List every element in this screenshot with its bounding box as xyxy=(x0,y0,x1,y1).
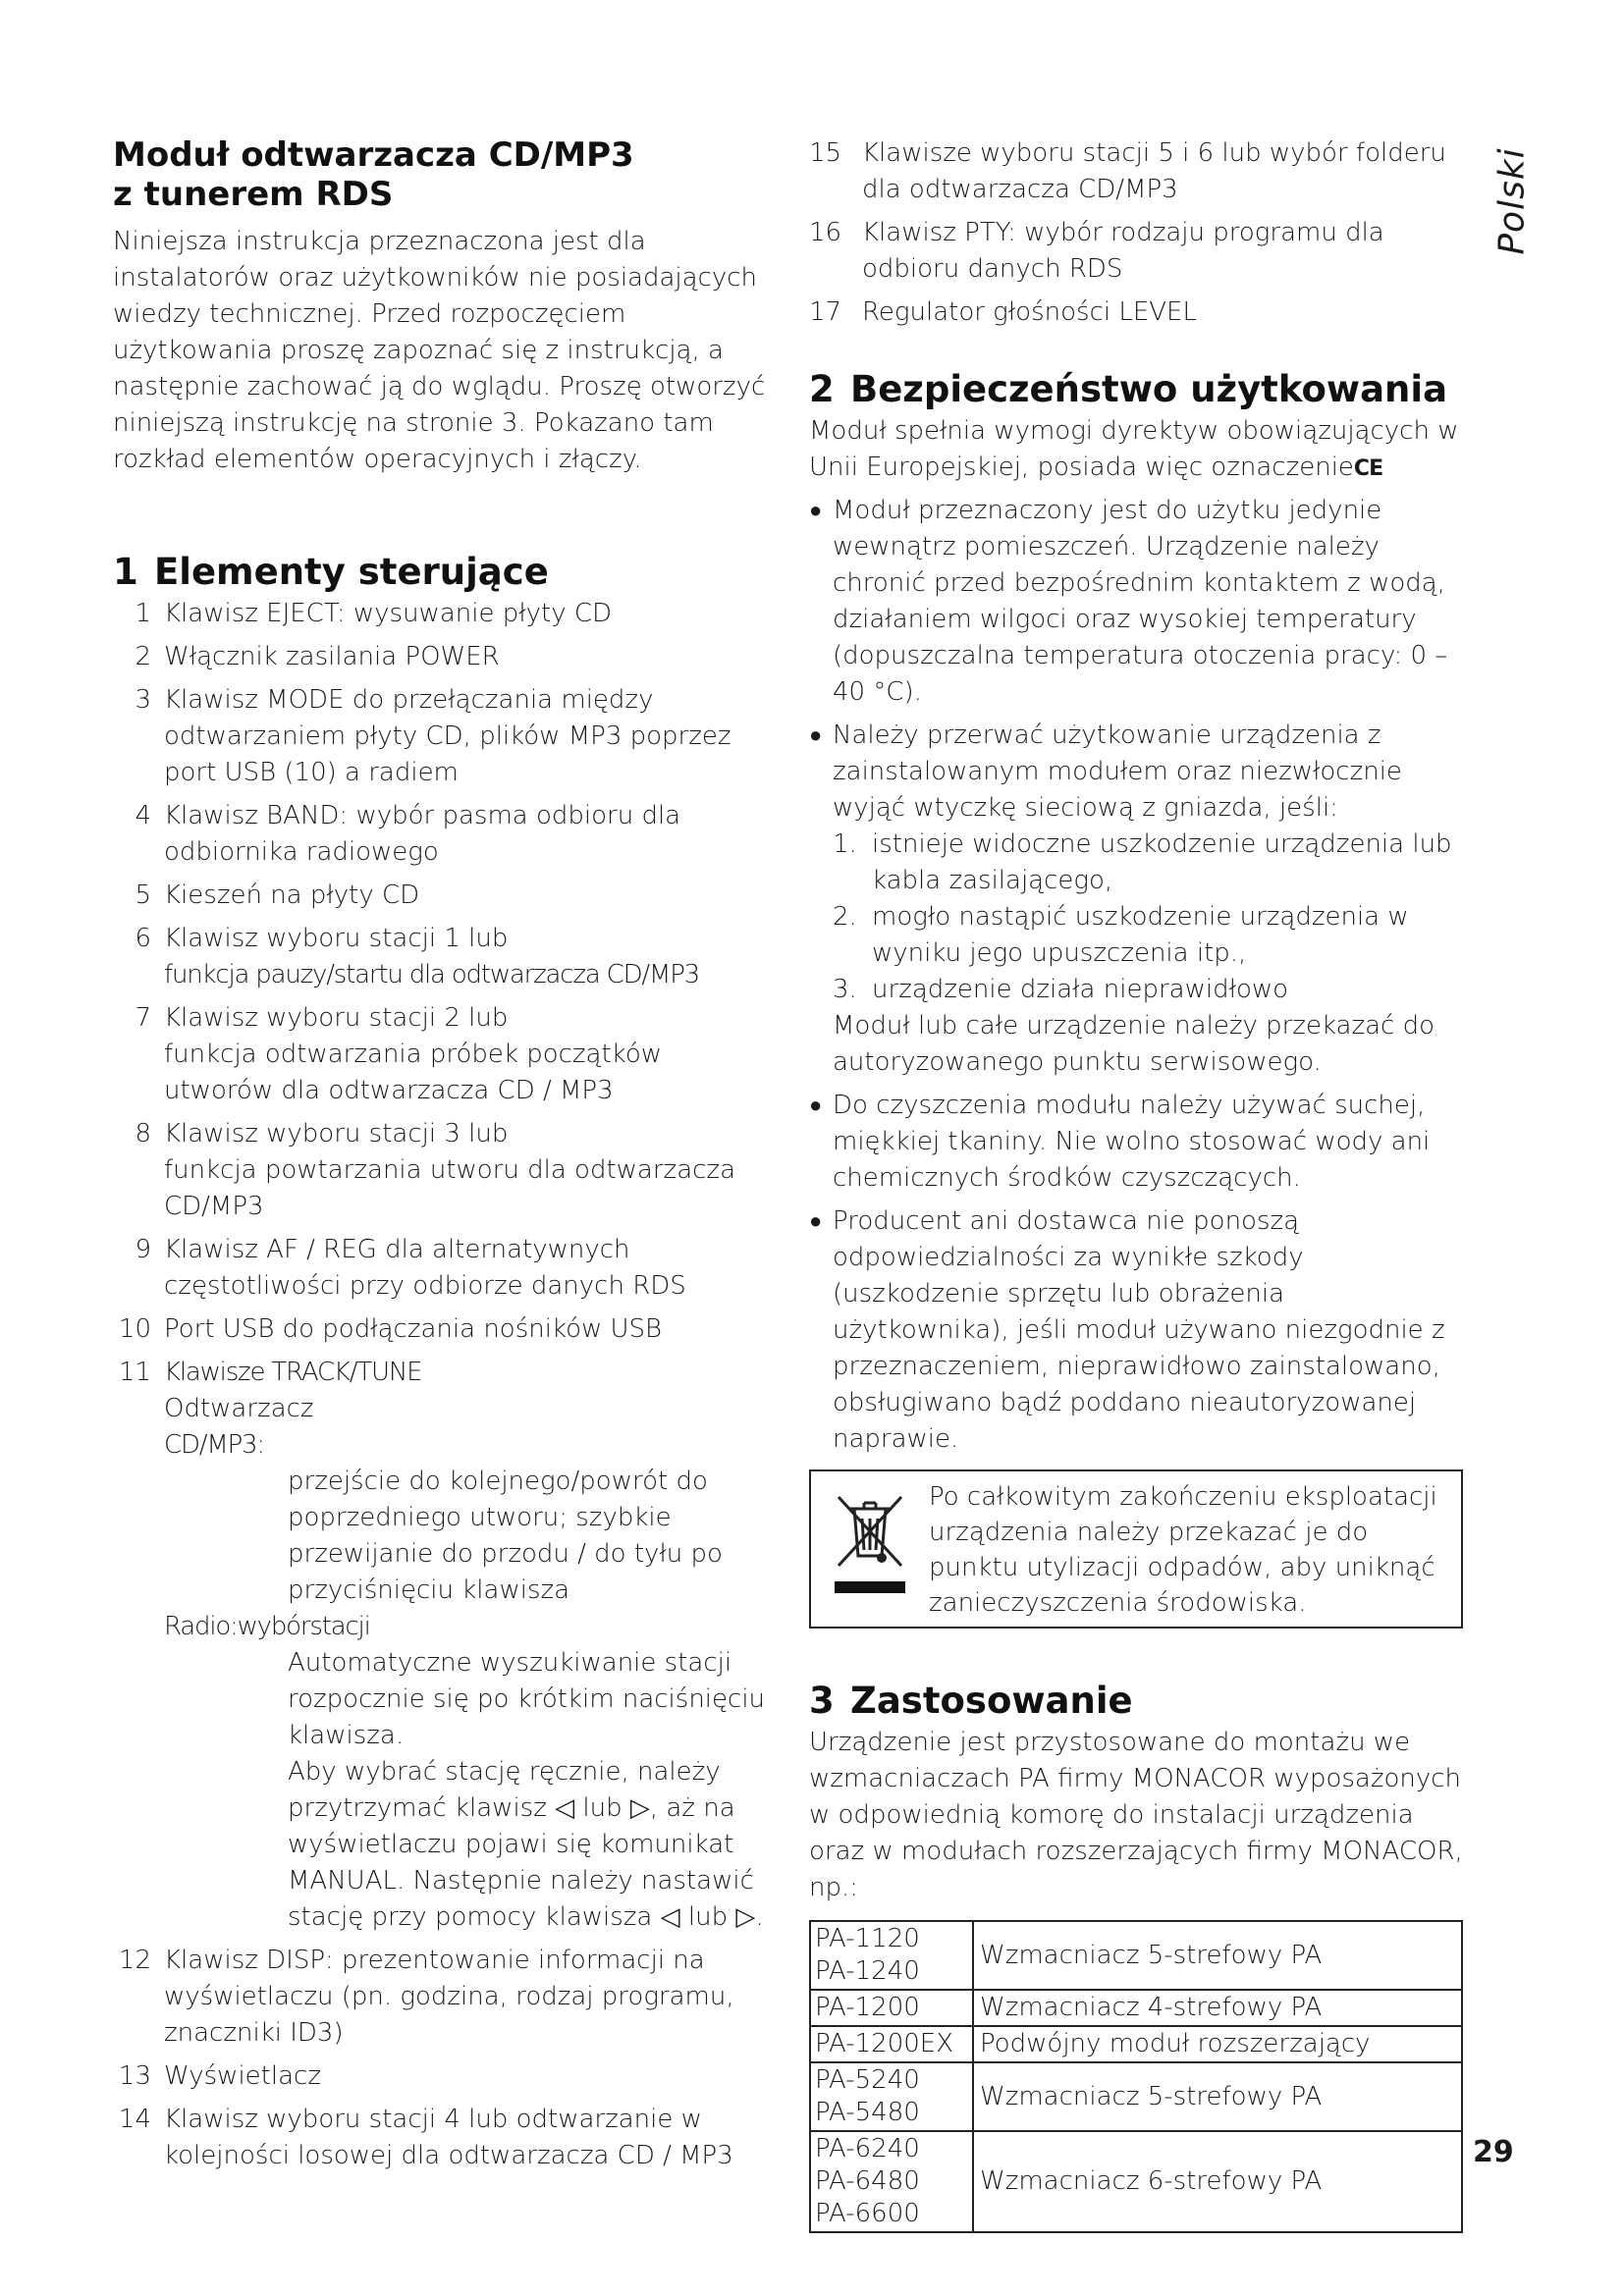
model-code: PA-5480 xyxy=(815,2098,920,2127)
section-heading-controls xyxy=(113,551,773,594)
safety-intro-text: Moduł spełnia wymogi dyrektyw obowiązujących w Unii Europejskiej, posiada więc oznaczenie xyxy=(809,416,1459,482)
item-number: 13 xyxy=(118,2061,151,2091)
table-row xyxy=(810,1921,1462,1990)
left-column xyxy=(113,135,773,2181)
item-number: 1 xyxy=(135,599,151,628)
language-tab xyxy=(1483,137,1542,265)
radio-manual-description: Aby wybrać stację ręcznie, należy przytrzymać klawisz ◁ lub ▷, aż na wyświetlaczu pojawi się komunikat MANUAL. Następnie należy nastawić stację przy pomocy klawisza ◁ lub ▷. xyxy=(288,1757,764,1932)
model-code: PA-6600 xyxy=(815,2199,920,2228)
list-item xyxy=(809,294,1463,331)
item-text: Klawisz wyboru stacji 2 lub xyxy=(164,1003,509,1033)
disposal-notice xyxy=(809,1469,1463,1629)
item-text: Regulator głośności LEVEL xyxy=(862,297,1197,327)
language-tab-label: Polski xyxy=(1491,147,1533,255)
item-number: 7 xyxy=(135,1003,151,1033)
item-text: Klawisz MODE do przełączania między odtwarzaniem płyty CD, plików MP3 poprzez port USB (10) a radiem xyxy=(164,685,731,787)
bullet-text: Moduł przeznaczony jest do użytku jedynie wewnątrz pomieszczeń. Urządzenie należy chronić przed bezpośrednim kontaktem z wodą, działaniem wilgoci oraz wysokiej temperatury (dopuszczalna temperatura otoczenia pracy: 0 – 40 °C). xyxy=(833,496,1448,707)
section-number: 2 xyxy=(809,368,835,410)
model-code: PA-1200 xyxy=(815,1993,920,2022)
list-item xyxy=(113,1000,773,1109)
list-item xyxy=(113,1943,773,2052)
table-row xyxy=(810,2026,1462,2062)
item-number: 6 xyxy=(135,924,151,953)
cd-mode-description: przejście do kolejnego/powrót do poprzedniego utworu; szybkie przewijanie do przodu / do tyłu po przyciśnięciu klawisza xyxy=(288,1467,723,1605)
item-text: Klawisz wyboru stacji 1 lub xyxy=(164,924,509,953)
list-item xyxy=(809,1088,1463,1197)
list-item xyxy=(113,1116,773,1225)
item-number: 12 xyxy=(118,1946,151,1975)
item-text: Klawisz PTY: wybór rodzaju programu dla odbioru danych RDS xyxy=(862,218,1384,284)
wheelie-bin-svg xyxy=(821,1479,919,1607)
item-number: 4 xyxy=(135,801,151,830)
item-text: Włącznik zasilania POWER xyxy=(164,642,500,671)
list-item xyxy=(113,1311,773,1348)
bullet-text: Należy przerwać użytkowanie urządzenia z zainstalowanym modułem oraz niezwłocznie wyjąć wtyczkę sieciową z gniazda, jeśli: xyxy=(833,721,1402,823)
list-item xyxy=(113,1355,773,1936)
list-item xyxy=(809,135,1463,208)
bullet-icon: ● xyxy=(809,723,823,748)
item-number: 11 xyxy=(118,1358,151,1387)
list-item xyxy=(809,493,1463,711)
bullet-icon: ● xyxy=(809,499,823,523)
right-column xyxy=(809,135,1463,2233)
item-subtext: funkcja powtarzania utworu dla odtwarzacza CD/MP3 xyxy=(164,1155,736,1221)
list-item xyxy=(113,682,773,791)
bullet-followup-text: Moduł lub całe urządzenie należy przekazać do autoryzowanego punktu serwisowego. xyxy=(833,1011,1435,1077)
document-title xyxy=(113,135,773,214)
compatible-models-table xyxy=(809,1920,1463,2233)
item-number: 15 xyxy=(809,138,842,168)
item-text: Klawisz wyboru stacji 4 lub odtwarzanie w kolejności losowej dla odtwarzacza CD / MP3 xyxy=(164,2105,733,2170)
intro-paragraph: Niniejsza instrukcja przeznaczona jest dla instalatorów oraz użytkowników nie posiadających wiedzy technicznej. Przed rozpoczęciem użytkowania proszę zapoznać się z instrukcją, a następnie zachować ją do wglądu. Proszę otworzyć niniejszą instrukcję na stronie 3. Pokazano tam rozkład elementów operacyjnych i złączy. xyxy=(113,227,766,474)
radio-mode-label: Radio:wybórstacji xyxy=(164,1612,370,1641)
model-cell xyxy=(810,2026,973,2062)
item-subtext: funkcja odtwarzania próbek początków utworów dla odtwarzacza CD / MP3 xyxy=(164,1040,662,1105)
list-item xyxy=(833,899,1463,972)
list-item xyxy=(113,2058,773,2095)
description-cell: Wzmacniacz 5-strefowy PA xyxy=(973,2062,1462,2131)
item-number: 14 xyxy=(118,2105,151,2134)
item-text: urządzenie działa nieprawidłowo xyxy=(872,975,1289,1004)
item-text: Klawisze TRACK/TUNE xyxy=(164,1358,422,1387)
document-title-line1: Moduł odtwarzacza CD/MP3 xyxy=(113,135,634,175)
table-row xyxy=(810,2131,1462,2232)
model-code: PA-1240 xyxy=(815,1956,920,1986)
model-code: PA-5240 xyxy=(815,2065,920,2095)
controls-list-continued xyxy=(809,135,1463,331)
document-title-line2: z tunerem RDS xyxy=(113,175,394,214)
item-number: 9 xyxy=(135,1235,151,1264)
list-item xyxy=(113,639,773,675)
item-number: 10 xyxy=(118,1314,151,1344)
section-number: 3 xyxy=(809,1680,835,1722)
list-item xyxy=(113,878,773,914)
list-item xyxy=(809,718,1463,1081)
list-item xyxy=(809,1203,1463,1458)
item-text: Klawisz BAND: wybór pasma odbioru dla odbiornika radiowego xyxy=(164,801,681,867)
table-row xyxy=(810,2062,1462,2131)
item-number: 2. xyxy=(833,902,857,932)
item-text: Port USB do podłączania nośników USB xyxy=(164,1314,663,1344)
item-text: Kieszeń na płyty CD xyxy=(164,881,420,910)
model-cell xyxy=(810,2062,973,2131)
list-item xyxy=(833,972,1463,1008)
description-cell: Wzmacniacz 6-strefowy PA xyxy=(973,2131,1462,2232)
model-cell xyxy=(810,1990,973,2026)
list-item xyxy=(113,921,773,993)
item-number: 1. xyxy=(833,829,857,859)
list-item xyxy=(809,215,1463,288)
section-title: Elementy sterujące xyxy=(154,551,549,593)
item-text: istnieje widoczne uszkodzenie urządzenia lub kabla zasilającego, xyxy=(872,829,1452,895)
item-number: 5 xyxy=(135,881,151,910)
item-subtext: funkcja pauzy/startu dla odtwarzacza CD/MP3 xyxy=(164,960,700,989)
description-cell: Wzmacniacz 4-strefowy PA xyxy=(973,1990,1462,2026)
item-text: Klawisz EJECT: wysuwanie płyty CD xyxy=(164,599,613,628)
item-number: 17 xyxy=(809,297,842,327)
item-text: Wyświetlacz xyxy=(164,2061,321,2091)
section-heading-safety xyxy=(809,368,1463,411)
model-code: PA-1200EX xyxy=(815,2029,954,2058)
page-number: 29 xyxy=(1473,2135,1514,2169)
ce-mark: CE xyxy=(1353,456,1383,481)
condition-list xyxy=(833,827,1463,1008)
radio-auto-description: Automatyczne wyszukiwanie stacji rozpocznie się po krótkim naciśnięciu klawisza. xyxy=(288,1648,766,1750)
model-code: PA-6480 xyxy=(815,2166,920,2196)
item-number: 3 xyxy=(135,685,151,715)
list-item xyxy=(113,798,773,871)
section-heading-application xyxy=(809,1680,1463,1723)
cd-mode-label: Odtwarzacz xyxy=(164,1394,314,1423)
item-number: 2 xyxy=(135,642,151,671)
bullet-icon: ● xyxy=(809,1094,823,1118)
list-item xyxy=(113,596,773,632)
bullet-text: Do czyszczenia modułu należy używać suchej, miękkiej tkaniny. Nie wolno stosować wody ani chemicznych środków czyszczących. xyxy=(833,1091,1431,1193)
section-number: 1 xyxy=(113,551,138,593)
item-number: 8 xyxy=(135,1119,151,1148)
model-code: PA-1120 xyxy=(815,1924,920,1953)
item-number: 16 xyxy=(809,218,842,247)
item-text: Klawisz AF / REG dla alternatywnych częstotliwości przy odbiorze danych RDS xyxy=(164,1235,686,1301)
model-cell xyxy=(810,2131,973,2232)
safety-intro xyxy=(809,413,1463,487)
description-cell: Podwójny moduł rozszerzający xyxy=(973,2026,1462,2062)
description-cell: Wzmacniacz 5-strefowy PA xyxy=(973,1921,1462,1990)
model-cell xyxy=(810,1921,973,1990)
bullet-text: Producent ani dostawca nie ponoszą odpowiedzialności za wynikłe szkody (uszkodzenie sprzętu lub obrażenia użytkownika), jeśli moduł używano niezgodnie z przeznaczeniem, nieprawidłowo zainstalowano, obsługiwano bądź poddano nieautoryzowanej naprawie. xyxy=(833,1206,1445,1454)
crossed-out-wheelie-bin-icon xyxy=(821,1479,929,1621)
disposal-notice-text: Po całkowitym zakończeniu eksploatacji urządzenia należy przekazać je do punktu utylizacji odpadów, aby uniknąć zanieczyszczenia środowiska. xyxy=(929,1482,1437,1618)
list-item xyxy=(833,827,1463,899)
safety-bullets xyxy=(809,493,1463,1458)
item-text: mogło nastąpić uszkodzenie urządzenia w wyniku jego upuszczenia itp., xyxy=(872,902,1409,968)
section-title: Zastosowanie xyxy=(850,1680,1133,1722)
item-text: Klawisze wyboru stacji 5 i 6 lub wybór folderu dla odtwarzacza CD/MP3 xyxy=(862,138,1446,204)
item-text: Klawisz wyboru stacji 3 lub xyxy=(164,1119,509,1148)
table-row xyxy=(810,1990,1462,2026)
list-item xyxy=(113,1232,773,1305)
bullet-icon: ● xyxy=(809,1209,823,1234)
model-code: PA-6240 xyxy=(815,2134,920,2163)
list-item xyxy=(113,2102,773,2174)
section-title: Bezpieczeństwo użytkowania xyxy=(850,368,1448,410)
application-intro: Urządzenie jest przystosowane do montażu we wzmacniaczach PA firmy MONACOR wyposażonych w odpowiednią komorę do instalacji urządzenia oraz w modułach rozszerzających firmy MONACOR, np.: xyxy=(809,1728,1463,1902)
controls-list xyxy=(113,596,773,2174)
item-text: Klawisz DISP: prezentowanie informacji na wyświetlaczu (pn. godzina, rodzaj programu, znaczniki ID3) xyxy=(164,1946,734,2048)
item-number: 3. xyxy=(833,975,857,1004)
cd-mode-prefix: CD/MP3: xyxy=(164,1430,264,1460)
